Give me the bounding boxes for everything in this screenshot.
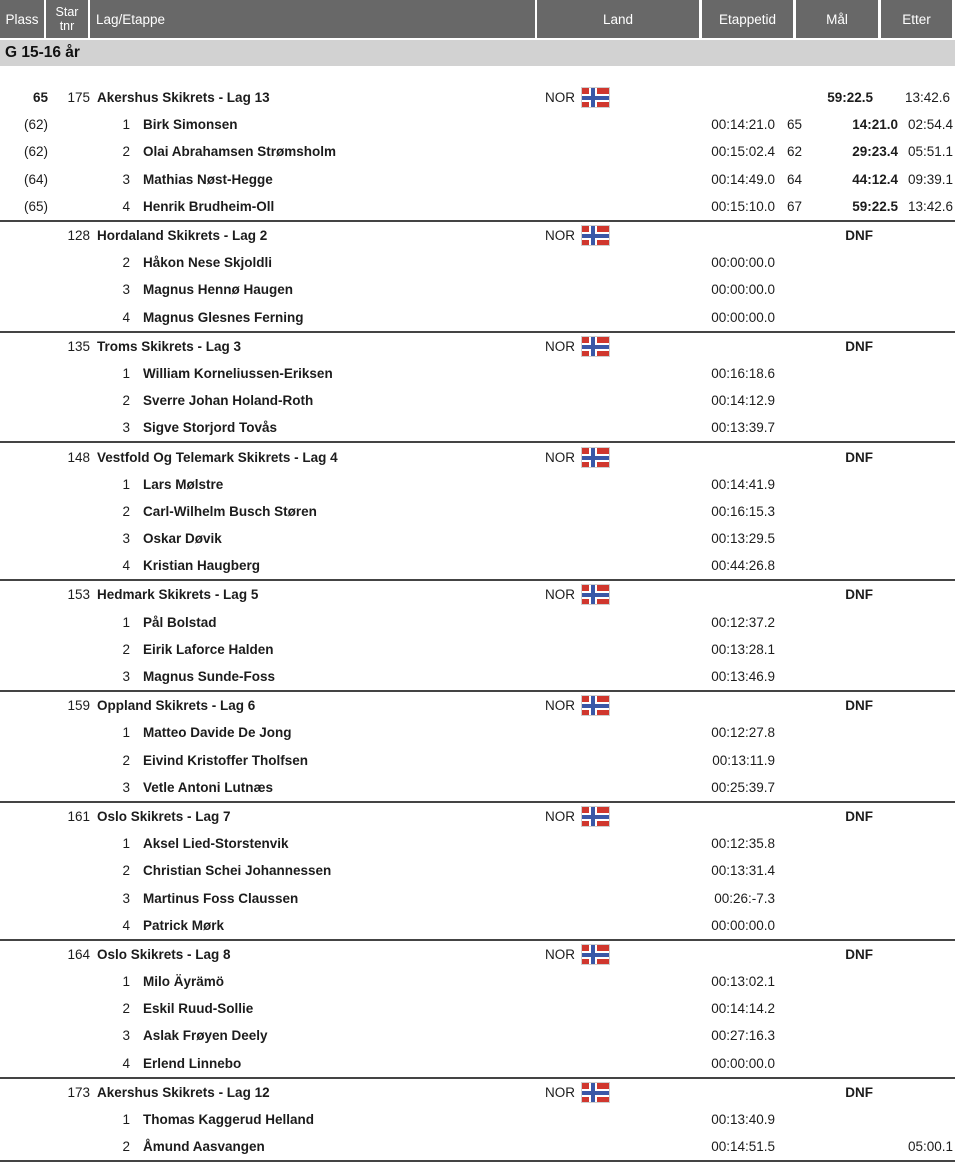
- team-name: Akershus Skikrets - Lag 13: [97, 90, 270, 106]
- leg-row: [0, 525, 955, 552]
- leg-number: 4: [122, 558, 130, 574]
- leg-etappe-place: 62: [787, 144, 803, 160]
- leg-number: 2: [122, 1139, 130, 1155]
- leg-row: [0, 552, 955, 579]
- leg-row: [0, 830, 955, 857]
- leg-row: [0, 968, 955, 995]
- team-row: [0, 803, 955, 830]
- leg-etappetid: 00:14:51.5: [711, 1139, 775, 1155]
- athlete-name: Kristian Haugberg: [143, 558, 261, 574]
- team-block: [0, 84, 955, 222]
- team-start-number: 161: [67, 808, 90, 824]
- results-table: [0, 84, 955, 1162]
- team-block: [0, 692, 955, 803]
- leg-etappetid: 00:13:11.9: [712, 752, 775, 768]
- leg-row: [0, 663, 955, 690]
- leg-row: [0, 1133, 955, 1160]
- leg-etappetid: 00:13:40.9: [711, 1112, 775, 1128]
- athlete-name: Magnus Hennø Haugen: [143, 282, 294, 298]
- team-finish-time: DNF: [845, 228, 873, 244]
- leg-etappetid: 00:13:39.7: [711, 420, 775, 436]
- team-finish-time: DNF: [845, 449, 873, 465]
- leg-etappetid: 00:44:26.8: [711, 558, 775, 574]
- leg-etappetid: 00:00:00.0: [711, 255, 775, 271]
- leg-cumulative-time: 14:21.0: [852, 117, 898, 133]
- team-name: Hedmark Skikrets - Lag 5: [97, 587, 259, 603]
- athlete-name: Åmund Aasvangen: [143, 1139, 265, 1155]
- team-row: [0, 443, 955, 470]
- team-start-number: 153: [67, 587, 90, 603]
- athlete-name: Milo Äyrämö: [143, 974, 225, 990]
- leg-time-behind: 13:42.6: [907, 198, 953, 214]
- leg-row: [0, 857, 955, 884]
- leg-number: 3: [122, 779, 130, 795]
- athlete-name: Eirik Laforce Halden: [143, 641, 274, 657]
- team-row: [0, 692, 955, 719]
- flag-part: [582, 953, 609, 957]
- leg-number: 4: [122, 917, 130, 933]
- column-header-startnr: [46, 0, 88, 38]
- leg-etappe-place: 65: [787, 117, 803, 133]
- leg-row: [0, 276, 955, 303]
- team-country: [545, 448, 623, 467]
- athlete-name: Mathias Nøst-Hegge: [143, 171, 273, 187]
- column-header-startnr-line1: Star: [55, 5, 79, 19]
- team-finish-time: DNF: [845, 808, 873, 824]
- leg-etappetid: 00:15:02.4: [711, 144, 775, 160]
- leg-etappetid: 00:12:27.8: [711, 725, 775, 741]
- leg-number: 2: [122, 863, 130, 879]
- leg-place: (64): [23, 171, 48, 187]
- leg-number: 2: [122, 1001, 130, 1017]
- norway-flag-icon: [582, 807, 609, 826]
- leg-row: [0, 360, 955, 387]
- column-header-plass: Plass: [0, 0, 44, 38]
- athlete-name: Birk Simonsen: [143, 117, 238, 133]
- leg-row: [0, 636, 955, 663]
- athlete-name: Carl-Wilhelm Busch Støren: [143, 503, 317, 519]
- leg-row: [0, 414, 955, 441]
- leg-number: 1: [122, 117, 130, 133]
- team-block: [0, 1079, 955, 1163]
- athlete-name: Aslak Frøyen Deely: [143, 1028, 268, 1044]
- leg-etappetid: 00:16:18.6: [711, 365, 775, 381]
- team-start-number: 128: [67, 228, 90, 244]
- team-start-number: 173: [67, 1084, 90, 1100]
- leg-row: [0, 1050, 955, 1077]
- flag-part: [582, 815, 609, 819]
- team-country: [545, 337, 623, 356]
- leg-row: [0, 1022, 955, 1049]
- flag-part: [582, 704, 609, 708]
- team-name: Oslo Skikrets - Lag 8: [97, 946, 231, 962]
- leg-etappetid: 00:00:00.0: [711, 1055, 775, 1071]
- flag-part: [591, 448, 595, 467]
- leg-row: [0, 774, 955, 801]
- leg-row: [0, 166, 955, 193]
- norway-flag-icon: [582, 585, 609, 604]
- athlete-name: Christian Schei Johannessen: [143, 863, 332, 879]
- leg-place: (65): [23, 198, 48, 214]
- leg-row: [0, 387, 955, 414]
- leg-etappetid: 00:16:15.3: [711, 503, 775, 519]
- leg-row: [0, 304, 955, 331]
- leg-place: (62): [23, 144, 48, 160]
- team-finish-time: DNF: [845, 698, 873, 714]
- leg-number: 3: [122, 531, 130, 547]
- athlete-name: Thomas Kaggerud Helland: [143, 1112, 315, 1128]
- leg-cumulative-time: 29:23.4: [852, 144, 898, 160]
- flag-part: [582, 1091, 609, 1095]
- column-header-etter: Etter: [881, 0, 952, 38]
- leg-number: 2: [122, 641, 130, 657]
- team-row: [0, 941, 955, 968]
- leg-number: 3: [122, 1028, 130, 1044]
- team-start-number: 164: [67, 946, 90, 962]
- flag-part: [591, 1083, 595, 1102]
- leg-etappetid: 00:13:02.1: [711, 974, 775, 990]
- leg-number: 3: [122, 669, 130, 685]
- athlete-name: Henrik Brudheim-Oll: [143, 198, 275, 214]
- team-name: Vestfold Og Telemark Skikrets - Lag 4: [97, 449, 338, 465]
- leg-etappetid: 00:14:12.9: [711, 393, 775, 409]
- leg-row: [0, 111, 955, 138]
- leg-number: 2: [122, 393, 130, 409]
- flag-part: [591, 585, 595, 604]
- leg-row: [0, 1106, 955, 1133]
- flag-part: [591, 337, 595, 356]
- norway-flag-icon: [582, 696, 609, 715]
- leg-etappetid: 00:14:14.2: [711, 1001, 775, 1017]
- country-code: NOR: [545, 808, 575, 824]
- country-code: NOR: [545, 698, 575, 714]
- norway-flag-icon: [582, 1083, 609, 1102]
- column-header-etappetid: Etappetid: [702, 0, 793, 38]
- team-place: 65: [32, 90, 48, 106]
- leg-etappetid: 00:12:35.8: [711, 836, 775, 852]
- team-finish-time: DNF: [845, 946, 873, 962]
- leg-place: (62): [23, 117, 48, 133]
- team-country: [545, 226, 623, 245]
- leg-etappe-place: 64: [787, 171, 803, 187]
- athlete-name: Vetle Antoni Lutnæs: [143, 779, 274, 795]
- athlete-name: Lars Mølstre: [143, 476, 224, 492]
- athlete-name: Aksel Lied-Storstenvik: [143, 836, 289, 852]
- team-block: [0, 222, 955, 333]
- leg-row: [0, 193, 955, 220]
- team-start-number: 148: [67, 449, 90, 465]
- team-block: [0, 443, 955, 581]
- leg-etappetid: 00:26:-7.3: [714, 890, 775, 906]
- leg-etappetid: 00:00:00.0: [711, 917, 775, 933]
- country-code: NOR: [545, 90, 575, 106]
- norway-flag-icon: [582, 945, 609, 964]
- team-time-behind: 13:42.6: [904, 90, 950, 106]
- leg-number: 1: [122, 476, 130, 492]
- leg-etappetid: 00:25:39.7: [711, 779, 775, 795]
- team-name: Akershus Skikrets - Lag 12: [97, 1084, 270, 1100]
- country-code: NOR: [545, 587, 575, 603]
- leg-row: [0, 884, 955, 911]
- leg-number: 1: [122, 974, 130, 990]
- flag-part: [591, 226, 595, 245]
- team-country: [545, 88, 623, 107]
- flag-part: [591, 945, 595, 964]
- leg-number: 1: [122, 365, 130, 381]
- team-block: [0, 581, 955, 692]
- country-code: NOR: [545, 228, 575, 244]
- leg-number: 1: [122, 725, 130, 741]
- athlete-name: William Korneliussen-Eriksen: [143, 365, 333, 381]
- norway-flag-icon: [582, 226, 609, 245]
- team-name: Hordaland Skikrets - Lag 2: [97, 228, 268, 244]
- leg-cumulative-time: 59:22.5: [852, 198, 898, 214]
- team-country: [545, 807, 623, 826]
- leg-number: 4: [122, 198, 130, 214]
- flag-part: [582, 345, 609, 349]
- leg-etappetid: 00:00:00.0: [711, 309, 775, 325]
- flag-part: [582, 96, 609, 100]
- flag-part: [591, 88, 595, 107]
- leg-number: 2: [122, 255, 130, 271]
- athlete-name: Magnus Glesnes Ferning: [143, 309, 304, 325]
- leg-row: [0, 498, 955, 525]
- norway-flag-icon: [582, 448, 609, 467]
- team-row: [0, 581, 955, 608]
- team-row: [0, 84, 955, 111]
- leg-number: 3: [122, 420, 130, 436]
- leg-row: [0, 719, 955, 746]
- leg-number: 1: [122, 614, 130, 630]
- athlete-name: Magnus Sunde-Foss: [143, 669, 276, 685]
- country-code: NOR: [545, 338, 575, 354]
- flag-part: [582, 593, 609, 597]
- flag-part: [591, 696, 595, 715]
- athlete-name: Olai Abrahamsen Strømsholm: [143, 144, 337, 160]
- athlete-name: Martinus Foss Claussen: [143, 890, 299, 906]
- leg-etappetid: 00:12:37.2: [711, 614, 775, 630]
- leg-number: 1: [122, 836, 130, 852]
- country-code: NOR: [545, 449, 575, 465]
- team-finish-time: DNF: [845, 1084, 873, 1100]
- leg-etappetid: 00:00:00.0: [711, 282, 775, 298]
- leg-etappetid: 00:13:31.4: [711, 863, 775, 879]
- leg-number: 4: [122, 1055, 130, 1071]
- country-code: NOR: [545, 1084, 575, 1100]
- leg-row: [0, 609, 955, 636]
- leg-row: [0, 138, 955, 165]
- team-finish-time: 59:22.5: [827, 90, 873, 106]
- leg-row: [0, 471, 955, 498]
- norway-flag-icon: [582, 337, 609, 356]
- column-header-startnr-line2: tnr: [59, 19, 75, 33]
- team-block: [0, 803, 955, 941]
- norway-flag-icon: [582, 88, 609, 107]
- athlete-name: Matteo Davide De Jong: [143, 725, 292, 741]
- athlete-name: Sverre Johan Holand-Roth: [143, 393, 314, 409]
- leg-number: 2: [122, 503, 130, 519]
- team-country: [545, 1083, 623, 1102]
- athlete-name: Eskil Ruud-Sollie: [143, 1001, 254, 1017]
- athlete-name: Patrick Mørk: [143, 917, 225, 933]
- team-start-number: 175: [67, 90, 90, 106]
- leg-etappe-place: 67: [787, 198, 803, 214]
- team-block: [0, 941, 955, 1079]
- leg-time-behind: 05:00.1: [907, 1139, 953, 1155]
- team-country: [545, 945, 623, 964]
- team-row: [0, 333, 955, 360]
- team-start-number: 135: [67, 338, 90, 354]
- athlete-name: Eivind Kristoffer Tholfsen: [143, 752, 309, 768]
- flag-part: [591, 807, 595, 826]
- leg-row: [0, 912, 955, 939]
- leg-number: 3: [122, 282, 130, 298]
- team-block: [0, 333, 955, 444]
- team-name: Troms Skikrets - Lag 3: [97, 338, 242, 354]
- leg-time-behind: 02:54.4: [907, 117, 953, 133]
- team-name: Oppland Skikrets - Lag 6: [97, 698, 256, 714]
- leg-time-behind: 09:39.1: [907, 171, 953, 187]
- team-country: [545, 585, 623, 604]
- class-title: G 15-16 år: [5, 44, 80, 61]
- leg-etappetid: 00:15:10.0: [711, 198, 775, 214]
- country-code: NOR: [545, 946, 575, 962]
- column-header-lag-etappe: Lag/Etappe: [90, 0, 535, 38]
- leg-number: 2: [122, 144, 130, 160]
- table-header: [0, 0, 955, 38]
- leg-etappetid: 00:27:16.3: [711, 1028, 775, 1044]
- leg-row: [0, 249, 955, 276]
- athlete-name: Erlend Linnebo: [143, 1055, 242, 1071]
- leg-etappetid: 00:14:21.0: [711, 117, 775, 133]
- athlete-name: Pål Bolstad: [143, 614, 217, 630]
- team-finish-time: DNF: [845, 587, 873, 603]
- team-row: [0, 1079, 955, 1106]
- column-header-land: Land: [537, 0, 699, 38]
- team-start-number: 159: [67, 698, 90, 714]
- leg-row: [0, 995, 955, 1022]
- team-country: [545, 696, 623, 715]
- class-section-bar: [0, 40, 955, 66]
- leg-number: 2: [122, 752, 130, 768]
- leg-number: 3: [122, 171, 130, 187]
- flag-part: [582, 456, 609, 460]
- leg-etappetid: 00:13:28.1: [711, 641, 775, 657]
- leg-etappetid: 00:14:41.9: [711, 476, 775, 492]
- athlete-name: Oskar Døvik: [143, 531, 222, 547]
- leg-number: 1: [122, 1112, 130, 1128]
- athlete-name: Sigve Storjord Tovås: [143, 420, 278, 436]
- leg-cumulative-time: 44:12.4: [852, 171, 898, 187]
- leg-number: 4: [122, 309, 130, 325]
- team-row: [0, 222, 955, 249]
- leg-etappetid: 00:13:46.9: [711, 669, 775, 685]
- team-name: Oslo Skikrets - Lag 7: [97, 808, 231, 824]
- athlete-name: Håkon Nese Skjoldli: [143, 255, 273, 271]
- leg-time-behind: 05:51.1: [907, 144, 953, 160]
- flag-part: [582, 234, 609, 238]
- leg-number: 3: [122, 890, 130, 906]
- team-finish-time: DNF: [845, 338, 873, 354]
- column-header-maal: Mål: [796, 0, 878, 38]
- leg-etappetid: 00:13:29.5: [711, 531, 775, 547]
- leg-etappetid: 00:14:49.0: [711, 171, 775, 187]
- leg-row: [0, 747, 955, 774]
